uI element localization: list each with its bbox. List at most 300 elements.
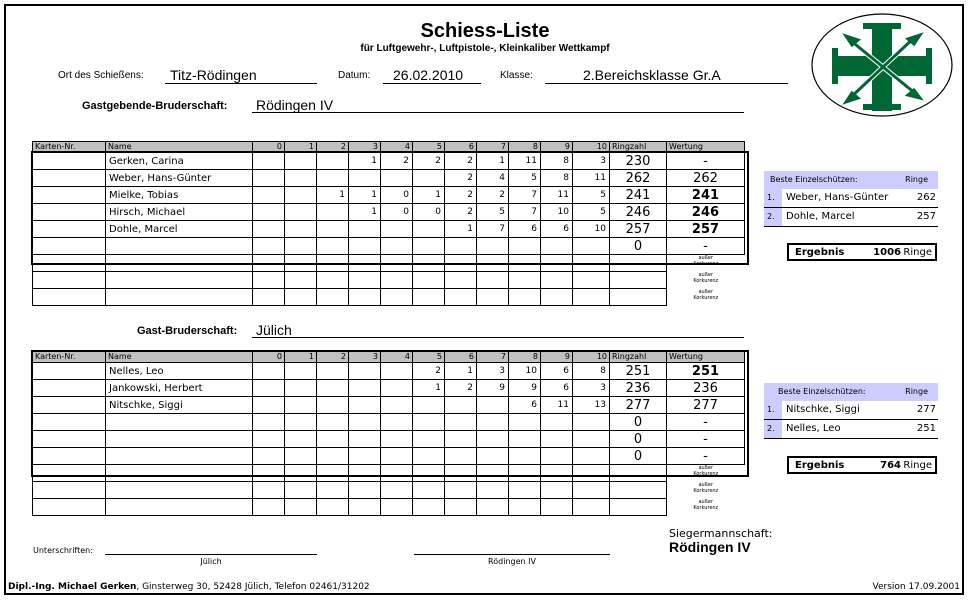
ring-count-cell[interactable]: 2	[445, 187, 477, 204]
ring-count-cell[interactable]	[285, 255, 317, 272]
ring-count-cell[interactable]: 7	[509, 187, 541, 204]
ring-count-cell[interactable]	[349, 448, 381, 465]
ring-count-cell[interactable]	[285, 465, 317, 482]
ring-count-cell[interactable]	[317, 238, 349, 255]
ring-count-cell[interactable]: 8	[541, 170, 573, 187]
result-unit: Ringe	[903, 247, 932, 258]
ring-count-cell[interactable]	[381, 170, 413, 187]
ring-count-cell[interactable]	[285, 170, 317, 187]
card-number-cell[interactable]	[33, 289, 106, 306]
ringzahl-cell	[610, 289, 667, 306]
wertung-cell: 262	[667, 170, 745, 187]
ring-count-cell[interactable]	[541, 482, 573, 499]
ring-count-cell[interactable]: 6	[541, 380, 573, 397]
column-header: 0	[253, 352, 285, 363]
ring-count-cell[interactable]	[349, 397, 381, 414]
ring-count-cell[interactable]: 5	[509, 170, 541, 187]
ring-count-cell[interactable]	[509, 289, 541, 306]
ring-count-cell[interactable]: 5	[573, 187, 610, 204]
name-cell[interactable]: Hirsch, Michael	[106, 204, 253, 221]
ring-count-cell[interactable]: 8	[541, 153, 573, 170]
ring-count-cell[interactable]	[413, 272, 445, 289]
ring-count-cell[interactable]	[349, 272, 381, 289]
ring-count-cell[interactable]: 2	[445, 204, 477, 221]
card-number-cell[interactable]	[33, 448, 106, 465]
ring-count-cell[interactable]	[381, 380, 413, 397]
ring-count-cell[interactable]	[477, 482, 509, 499]
ring-count-cell[interactable]	[541, 255, 573, 272]
ring-count-cell[interactable]	[285, 380, 317, 397]
ring-count-cell[interactable]: 2	[445, 153, 477, 170]
ring-count-cell[interactable]: 10	[509, 363, 541, 380]
card-number-cell[interactable]	[33, 431, 106, 448]
ring-count-cell[interactable]	[413, 431, 445, 448]
best-name: Dohle, Marcel	[786, 211, 855, 222]
ring-count-cell[interactable]	[509, 238, 541, 255]
name-cell[interactable]: Nitschke, Siggi	[106, 397, 253, 414]
card-number-cell[interactable]	[33, 187, 106, 204]
ring-count-cell[interactable]: 2	[381, 153, 413, 170]
ring-count-cell[interactable]: 1	[413, 187, 445, 204]
ring-count-cell[interactable]: 6	[541, 363, 573, 380]
ring-count-cell[interactable]: 7	[509, 204, 541, 221]
ring-count-cell[interactable]	[477, 499, 509, 516]
ring-count-cell[interactable]	[285, 431, 317, 448]
card-number-cell[interactable]	[33, 153, 106, 170]
ring-count-cell[interactable]	[445, 289, 477, 306]
ring-count-cell[interactable]	[253, 272, 285, 289]
column-header: 1	[285, 352, 317, 363]
ring-count-cell[interactable]	[509, 272, 541, 289]
ring-count-cell[interactable]	[349, 170, 381, 187]
name-cell[interactable]	[106, 448, 253, 465]
ring-count-cell[interactable]	[317, 272, 349, 289]
best-entry	[764, 189, 938, 208]
name-cell[interactable]	[106, 499, 253, 516]
ring-count-cell[interactable]	[477, 289, 509, 306]
klasse-underline	[545, 83, 788, 84]
ring-count-cell[interactable]	[509, 482, 541, 499]
ring-count-cell[interactable]: 1	[413, 380, 445, 397]
ring-count-cell[interactable]	[349, 499, 381, 516]
ring-count-cell[interactable]: 6	[509, 397, 541, 414]
name-cell[interactable]	[106, 431, 253, 448]
best-rank: 2.	[764, 208, 782, 226]
ring-count-cell[interactable]	[253, 499, 285, 516]
ring-count-cell[interactable]	[317, 221, 349, 238]
ring-count-cell[interactable]	[445, 448, 477, 465]
ort-underline	[165, 83, 317, 84]
ring-count-cell[interactable]	[541, 499, 573, 516]
note-line: Korkurenz	[693, 277, 719, 284]
ring-count-cell[interactable]	[413, 482, 445, 499]
ring-count-cell[interactable]	[477, 465, 509, 482]
ring-count-cell[interactable]	[381, 363, 413, 380]
ring-count-cell[interactable]	[253, 170, 285, 187]
ring-count-cell[interactable]	[253, 363, 285, 380]
host-score-table	[32, 141, 745, 306]
ring-count-cell[interactable]	[573, 289, 610, 306]
ring-count-cell[interactable]	[285, 448, 317, 465]
ring-count-cell[interactable]	[317, 380, 349, 397]
ring-count-cell[interactable]	[253, 187, 285, 204]
ring-count-cell[interactable]	[349, 221, 381, 238]
ring-count-cell[interactable]	[573, 431, 610, 448]
ring-count-cell[interactable]: 2	[445, 380, 477, 397]
ring-count-cell[interactable]	[253, 380, 285, 397]
card-number-cell[interactable]	[33, 170, 106, 187]
host-team-underline	[252, 112, 744, 113]
guest-team-underline	[252, 337, 744, 338]
ring-count-cell[interactable]	[573, 465, 610, 482]
column-header: Karten-Nr.	[33, 142, 106, 153]
ring-count-cell[interactable]: 11	[573, 170, 610, 187]
ring-count-cell[interactable]	[253, 204, 285, 221]
column-header: 10	[573, 352, 610, 363]
table-row	[33, 414, 745, 431]
name-cell[interactable]	[106, 414, 253, 431]
ring-count-cell[interactable]	[317, 363, 349, 380]
ring-count-cell[interactable]	[445, 272, 477, 289]
ring-count-cell[interactable]	[445, 238, 477, 255]
ring-count-cell[interactable]	[253, 153, 285, 170]
ring-count-cell[interactable]	[349, 238, 381, 255]
footer-version: Version 17.09.2001	[872, 582, 960, 592]
ring-count-cell[interactable]	[381, 465, 413, 482]
name-cell[interactable]: Weber, Hans-Günter	[106, 170, 253, 187]
card-number-cell[interactable]	[33, 238, 106, 255]
ring-count-cell[interactable]	[573, 448, 610, 465]
ring-count-cell[interactable]: 2	[445, 170, 477, 187]
ring-count-cell[interactable]: 1	[349, 153, 381, 170]
note-line: außer	[698, 255, 713, 261]
ring-count-cell[interactable]: 6	[541, 221, 573, 238]
ring-count-cell[interactable]: 1	[445, 221, 477, 238]
ring-count-cell[interactable]	[477, 448, 509, 465]
card-number-cell[interactable]	[33, 255, 106, 272]
guest-result-box	[787, 456, 937, 474]
ring-count-cell[interactable]	[477, 414, 509, 431]
ring-count-cell[interactable]	[509, 448, 541, 465]
guest-team-name[interactable]: Jülich	[256, 322, 292, 338]
ring-count-cell[interactable]	[317, 289, 349, 306]
ring-count-cell[interactable]	[413, 221, 445, 238]
ring-count-cell[interactable]	[349, 289, 381, 306]
signature-left-name: Jülich	[200, 557, 222, 566]
ring-count-cell[interactable]	[445, 499, 477, 516]
ring-count-cell[interactable]	[317, 204, 349, 221]
ring-count-cell[interactable]	[381, 499, 413, 516]
column-header: Wertung	[667, 352, 745, 363]
ring-count-cell[interactable]	[413, 397, 445, 414]
card-number-cell[interactable]	[33, 465, 106, 482]
ring-count-cell[interactable]: 7	[477, 221, 509, 238]
ring-count-cell[interactable]	[541, 272, 573, 289]
ring-count-cell[interactable]	[253, 482, 285, 499]
ring-count-cell[interactable]	[253, 431, 285, 448]
ring-count-cell[interactable]	[317, 255, 349, 272]
ringzahl-cell: 241	[610, 187, 667, 204]
ring-count-cell[interactable]	[317, 431, 349, 448]
out-of-competition-note	[667, 289, 745, 306]
ring-count-cell[interactable]	[285, 363, 317, 380]
card-number-cell[interactable]	[33, 482, 106, 499]
ring-count-cell[interactable]	[477, 397, 509, 414]
ring-count-cell[interactable]	[381, 238, 413, 255]
name-cell[interactable]	[106, 289, 253, 306]
ring-count-cell[interactable]	[285, 499, 317, 516]
ring-count-cell[interactable]	[381, 255, 413, 272]
ring-count-cell[interactable]	[573, 238, 610, 255]
ringzahl-cell	[610, 482, 667, 499]
ring-count-cell[interactable]	[317, 397, 349, 414]
ring-count-cell[interactable]: 5	[477, 204, 509, 221]
ring-count-cell[interactable]	[253, 414, 285, 431]
ring-count-cell[interactable]	[349, 431, 381, 448]
ring-count-cell[interactable]	[381, 448, 413, 465]
table-header-row	[33, 352, 745, 363]
ring-count-cell[interactable]	[541, 431, 573, 448]
name-cell[interactable]	[106, 255, 253, 272]
ring-count-cell[interactable]: 3	[573, 380, 610, 397]
table-row	[33, 221, 745, 238]
ring-count-cell[interactable]: 1	[445, 363, 477, 380]
ring-count-cell[interactable]	[285, 289, 317, 306]
ring-count-cell[interactable]: 8	[573, 363, 610, 380]
card-number-cell[interactable]	[33, 204, 106, 221]
ringzahl-cell: 251	[610, 363, 667, 380]
footer-author	[8, 582, 370, 592]
ring-count-cell[interactable]	[253, 448, 285, 465]
ring-count-cell[interactable]: 11	[509, 153, 541, 170]
result-value: 1006	[873, 247, 901, 258]
ring-count-cell[interactable]: 6	[509, 221, 541, 238]
ring-count-cell[interactable]	[317, 170, 349, 187]
ring-count-cell[interactable]	[381, 272, 413, 289]
card-number-cell[interactable]	[33, 397, 106, 414]
card-number-cell[interactable]	[33, 499, 106, 516]
card-number-cell[interactable]	[33, 380, 106, 397]
ring-count-cell[interactable]	[573, 499, 610, 516]
ring-count-cell[interactable]: 10	[573, 221, 610, 238]
ring-count-cell[interactable]	[541, 289, 573, 306]
ring-count-cell[interactable]: 2	[477, 187, 509, 204]
ring-count-cell[interactable]	[413, 255, 445, 272]
ring-count-cell[interactable]	[317, 414, 349, 431]
name-cell[interactable]	[106, 482, 253, 499]
card-number-cell[interactable]	[33, 272, 106, 289]
signature-line-right[interactable]	[414, 554, 610, 555]
ring-count-cell[interactable]	[381, 289, 413, 306]
ring-count-cell[interactable]	[573, 255, 610, 272]
ring-count-cell[interactable]	[381, 221, 413, 238]
ring-count-cell[interactable]	[253, 221, 285, 238]
datum-underline	[383, 83, 481, 84]
best-header-label: Beste Einzelschützen:	[778, 387, 866, 396]
column-header: 8	[509, 352, 541, 363]
datum-label: Datum:	[338, 70, 371, 81]
ring-count-cell[interactable]	[285, 238, 317, 255]
host-result-box	[787, 243, 937, 261]
ring-count-cell[interactable]: 3	[573, 153, 610, 170]
ring-count-cell[interactable]	[509, 255, 541, 272]
ring-count-cell[interactable]: 9	[477, 380, 509, 397]
result-label: Ergebnis	[795, 247, 845, 258]
ring-count-cell[interactable]	[573, 482, 610, 499]
wertung-cell: 257	[667, 221, 745, 238]
ring-count-cell[interactable]	[285, 221, 317, 238]
ring-count-cell[interactable]	[541, 465, 573, 482]
ring-count-cell[interactable]	[285, 272, 317, 289]
ring-count-cell[interactable]	[477, 272, 509, 289]
ring-count-cell[interactable]	[349, 414, 381, 431]
ring-count-cell[interactable]	[541, 414, 573, 431]
guest-team-label: Gast-Bruderschaft:	[137, 325, 238, 337]
signature-right-name: Rödingen IV	[488, 557, 536, 566]
ring-count-cell[interactable]	[317, 482, 349, 499]
ring-count-cell[interactable]	[317, 465, 349, 482]
column-header: 4	[381, 352, 413, 363]
ring-count-cell[interactable]	[317, 153, 349, 170]
ring-count-cell[interactable]	[573, 414, 610, 431]
ring-count-cell[interactable]: 5	[573, 204, 610, 221]
ring-count-cell[interactable]	[317, 448, 349, 465]
ring-count-cell[interactable]	[253, 465, 285, 482]
ring-count-cell[interactable]	[477, 255, 509, 272]
ring-count-cell[interactable]: 1	[349, 187, 381, 204]
ring-count-cell[interactable]	[253, 238, 285, 255]
ring-count-cell[interactable]	[413, 170, 445, 187]
ring-count-cell[interactable]	[381, 482, 413, 499]
wertung-cell: -	[667, 153, 745, 170]
name-cell[interactable]	[106, 465, 253, 482]
ring-count-cell[interactable]	[445, 255, 477, 272]
name-cell[interactable]: Dohle, Marcel	[106, 221, 253, 238]
best-entry	[764, 401, 938, 420]
datum-value[interactable]: 26.02.2010	[393, 67, 464, 83]
ring-count-cell[interactable]	[349, 380, 381, 397]
ring-count-cell[interactable]: 0	[413, 204, 445, 221]
ring-count-cell[interactable]	[413, 414, 445, 431]
winner-name: Rödingen IV	[669, 539, 751, 555]
name-cell[interactable]: Gerken, Carina	[106, 153, 253, 170]
ring-count-cell[interactable]: 1	[349, 204, 381, 221]
ring-count-cell[interactable]: 9	[509, 380, 541, 397]
best-rings: 251	[916, 423, 936, 434]
ring-count-cell[interactable]: 11	[541, 187, 573, 204]
ring-count-cell[interactable]	[445, 482, 477, 499]
ring-count-cell[interactable]: 1	[477, 153, 509, 170]
klasse-value[interactable]: 2.Bereichsklasse Gr.A	[583, 67, 721, 83]
result-value: 764	[880, 460, 901, 471]
ring-count-cell[interactable]: 1	[317, 187, 349, 204]
card-number-cell[interactable]	[33, 363, 106, 380]
ring-count-cell[interactable]: 13	[573, 397, 610, 414]
ring-count-cell[interactable]	[509, 414, 541, 431]
ort-value[interactable]: Titz-Rödingen	[170, 67, 257, 83]
ring-count-cell[interactable]: 0	[381, 204, 413, 221]
ring-count-cell[interactable]: 3	[477, 363, 509, 380]
ring-count-cell[interactable]	[509, 499, 541, 516]
signatures-label: Unterschriften:	[33, 546, 93, 555]
signature-line-left[interactable]	[105, 554, 317, 555]
best-header-rings: Ringe	[905, 387, 928, 396]
ring-count-cell[interactable]	[445, 465, 477, 482]
name-cell[interactable]: Nelles, Leo	[106, 363, 253, 380]
ring-count-cell[interactable]	[413, 499, 445, 516]
ring-count-cell[interactable]: 10	[541, 204, 573, 221]
ringzahl-cell	[610, 272, 667, 289]
ring-count-cell[interactable]	[253, 255, 285, 272]
ring-count-cell[interactable]: 2	[413, 153, 445, 170]
name-cell[interactable]: Jankowski, Herbert	[106, 380, 253, 397]
ring-count-cell[interactable]	[285, 204, 317, 221]
name-cell[interactable]	[106, 272, 253, 289]
ring-count-cell[interactable]	[445, 431, 477, 448]
card-number-cell[interactable]	[33, 414, 106, 431]
ring-count-cell[interactable]: 11	[541, 397, 573, 414]
ring-count-cell[interactable]	[285, 482, 317, 499]
ring-count-cell[interactable]	[413, 448, 445, 465]
ring-count-cell[interactable]	[349, 482, 381, 499]
host-best-shooters	[764, 171, 938, 227]
ring-count-cell[interactable]	[349, 465, 381, 482]
ring-count-cell[interactable]	[445, 414, 477, 431]
note-line: außer	[698, 465, 713, 471]
ring-count-cell[interactable]	[253, 397, 285, 414]
ring-count-cell[interactable]	[285, 414, 317, 431]
ring-count-cell[interactable]	[381, 397, 413, 414]
ring-count-cell[interactable]	[381, 414, 413, 431]
ring-count-cell[interactable]	[573, 272, 610, 289]
ringzahl-cell: 246	[610, 204, 667, 221]
ring-count-cell[interactable]	[349, 255, 381, 272]
best-entry	[764, 208, 938, 227]
ring-count-cell[interactable]	[413, 238, 445, 255]
ringzahl-cell	[610, 255, 667, 272]
club-logo-icon	[810, 13, 955, 118]
ring-count-cell[interactable]: 0	[381, 187, 413, 204]
ring-count-cell[interactable]	[413, 465, 445, 482]
name-cell[interactable]	[106, 238, 253, 255]
table-row-extra	[33, 272, 745, 289]
ring-count-cell[interactable]: 2	[413, 363, 445, 380]
column-header: 0	[253, 142, 285, 153]
ring-count-cell[interactable]	[349, 363, 381, 380]
table-row-extra	[33, 499, 745, 516]
ring-count-cell[interactable]	[509, 431, 541, 448]
name-cell[interactable]: Mielke, Tobias	[106, 187, 253, 204]
ring-count-cell[interactable]	[253, 289, 285, 306]
ring-count-cell[interactable]	[381, 431, 413, 448]
ring-count-cell[interactable]	[541, 448, 573, 465]
out-of-competition-note	[667, 465, 745, 482]
ring-count-cell[interactable]	[477, 238, 509, 255]
best-rings: 277	[916, 404, 936, 415]
ring-count-cell[interactable]	[541, 238, 573, 255]
ring-count-cell[interactable]	[285, 187, 317, 204]
ring-count-cell[interactable]: 4	[477, 170, 509, 187]
ring-count-cell[interactable]	[317, 499, 349, 516]
host-team-name[interactable]: Rödingen IV	[256, 97, 334, 113]
card-number-cell[interactable]	[33, 221, 106, 238]
ring-count-cell[interactable]	[509, 465, 541, 482]
ring-count-cell[interactable]	[285, 153, 317, 170]
ring-count-cell[interactable]	[445, 397, 477, 414]
ring-count-cell[interactable]	[477, 431, 509, 448]
ring-count-cell[interactable]	[285, 397, 317, 414]
ring-count-cell[interactable]	[413, 289, 445, 306]
